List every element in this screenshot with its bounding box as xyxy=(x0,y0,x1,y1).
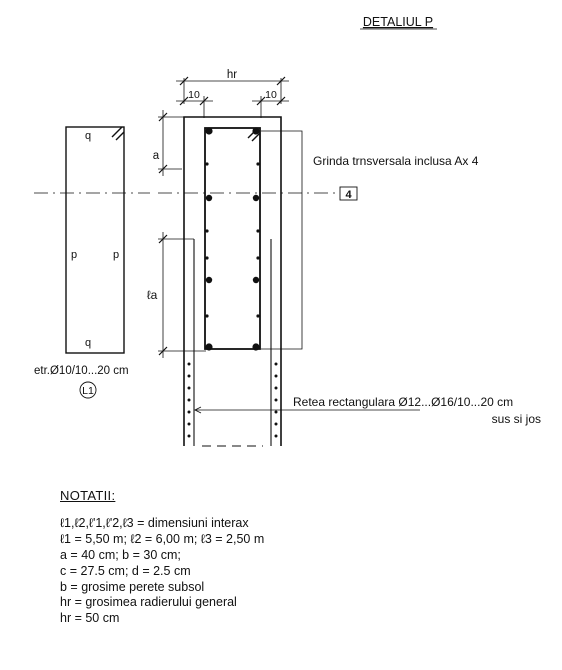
side-bar xyxy=(256,256,259,259)
dim-hr-label: hr xyxy=(226,69,238,81)
label-grinda: Grinda trnsversala inclusa Ax 4 xyxy=(313,154,479,168)
main-bar xyxy=(253,195,259,201)
dim-la-label: ℓa xyxy=(146,288,158,302)
stirrup-q-top: q xyxy=(84,130,92,142)
dim-a-label: a xyxy=(152,150,160,162)
notes-heading: NOTATII: xyxy=(60,488,116,503)
main-bar xyxy=(206,195,212,201)
main-bar xyxy=(206,277,212,283)
note-line: ℓ1,ℓ2,ℓ'1,ℓ'2,ℓ3 = dimensiuni interax xyxy=(60,515,249,530)
stirrup-hook xyxy=(116,132,124,140)
note-line: hr = grosimea radierului general xyxy=(60,595,237,610)
stirrup-mark: L1 xyxy=(82,385,94,397)
main-bar xyxy=(252,343,259,350)
note-line: a = 40 cm; b = 30 cm; xyxy=(60,547,181,562)
main-bar xyxy=(205,343,212,350)
dim-cover-right: 10 xyxy=(265,89,277,101)
label-retea-line1: Retea rectangulara Ø12...Ø16/10...20 cm xyxy=(293,395,514,409)
dim-cover-left: 10 xyxy=(188,89,200,101)
raft-outline xyxy=(184,117,281,446)
note-line: c = 27.5 cm; d = 2.5 cm xyxy=(60,563,191,578)
label-retea-line2: sus si jos xyxy=(491,412,541,426)
notes-block xyxy=(60,488,264,627)
side-bar xyxy=(256,162,259,165)
note-line: b = grosime perete subsol xyxy=(60,579,205,594)
beam-cage xyxy=(205,128,260,349)
stirrup-p-left: p xyxy=(70,249,78,261)
main-bar xyxy=(205,127,212,134)
main-bar xyxy=(253,277,259,283)
side-bar xyxy=(256,229,259,232)
main-bar xyxy=(252,127,259,134)
side-bar xyxy=(205,314,208,317)
wall-horizontal-bars xyxy=(188,363,278,438)
axis-tag: 4 xyxy=(345,189,352,201)
stirrup-p-right: p xyxy=(112,249,120,261)
side-bar xyxy=(205,162,208,165)
detail-title: DETALIUL P xyxy=(362,15,434,29)
note-line: hr = 50 cm xyxy=(60,611,120,626)
stirrup-caption: etr.Ø10/10...20 cm xyxy=(34,365,129,377)
side-bar xyxy=(256,314,259,317)
stirrup-q-bottom: q xyxy=(84,337,92,349)
side-bar xyxy=(205,229,208,232)
stirrup-shape xyxy=(66,127,124,353)
side-bar xyxy=(205,256,208,259)
note-line: ℓ1 = 5,50 m; ℓ2 = 6,00 m; ℓ3 = 2,50 m xyxy=(60,531,265,546)
